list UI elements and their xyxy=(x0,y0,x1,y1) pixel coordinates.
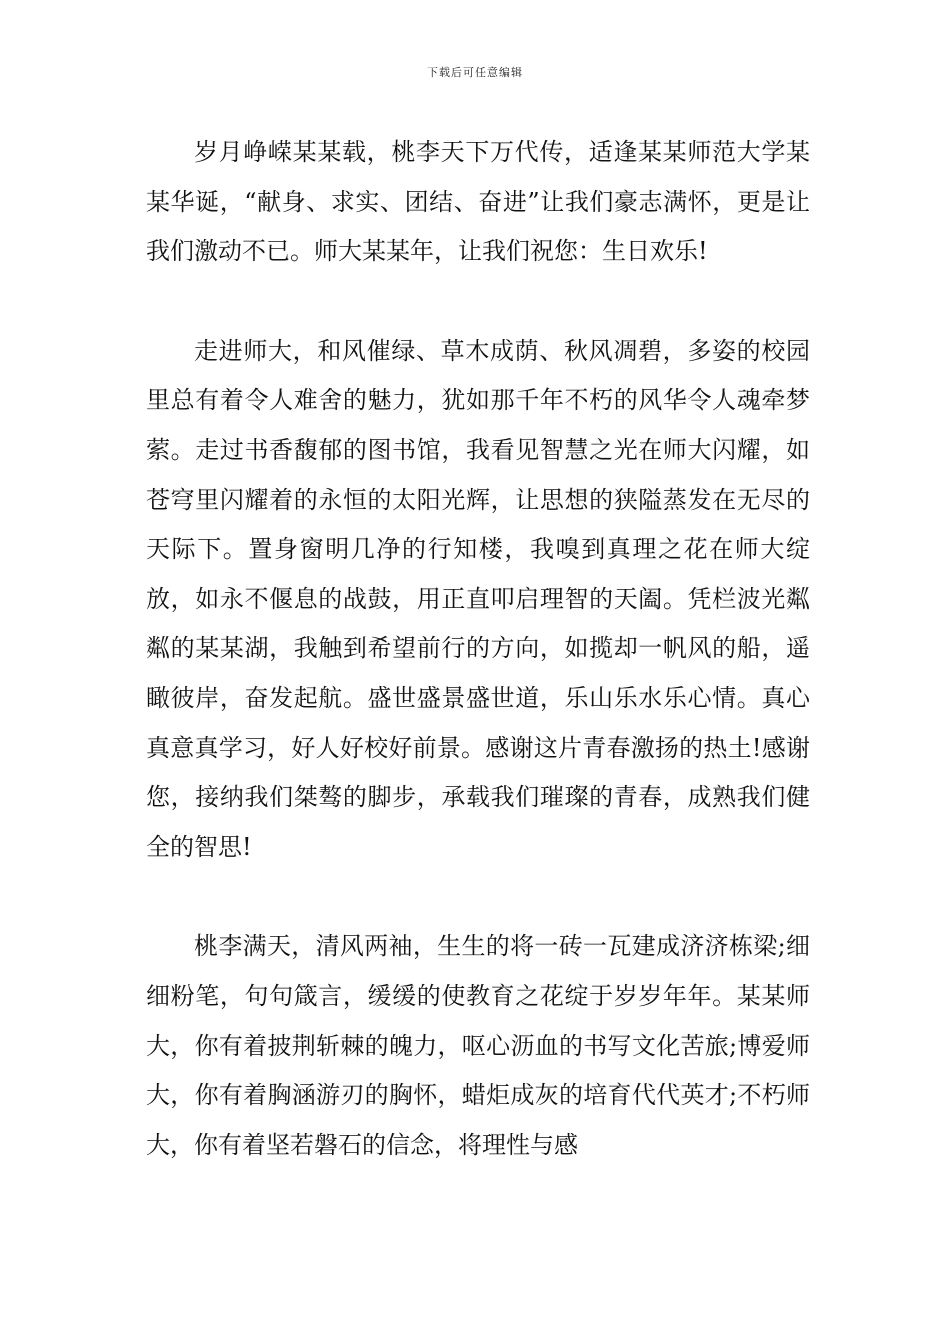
page-header: 下载后可任意编辑 xyxy=(427,66,523,79)
paragraph-1: 岁月峥嵘某某载，桃李天下万代传，适逢某某师范大学某某华诞，“献身、求实、团结、奋进”让我们豪志满怀，更是让我们激动不已。师大某某年，让我们祝您：生日欢乐! xyxy=(146,138,810,266)
paragraph-2: 走进师大，和风催绿、草木成荫、秋风凋碧，多姿的校园里总有着令人难舍的魅力，犹如那千年不朽的风华令人魂牵梦萦。走过书香馥郁的图书馆，我看见智慧之光在师大闪耀，如苍穹里闪耀着的永恒的太阳光辉，让思想的狭隘蒸发在无尽的天际下。置身窗明几净的行知楼，我嗅到真理之花在师大绽放，如永不偃息的战鼓，用正直叩启理智的天阖。凭栏波光粼粼的某某湖，我触到希望前行的方向，如揽却一帆风的船，遥瞰彼岸，奋发起航。盛世盛景盛世道，乐山乐水乐心情。真心真意真学习，好人好校好前景。感谢这片青春激扬的热土!感谢您，接纳我们桀骜的脚步，承载我们璀璨的青春，成熟我们健全的智思! xyxy=(146,336,810,861)
paragraph-3: 桃李满天，清风两袖，生生的将一砖一瓦建成济济栋梁;细细粉笔，句句箴言，缓缓的使教育之花绽于岁岁年年。某某师大，你有着披荆斩棘的魄力，呕心沥血的书写文化苦旅;博爱师大，你有着胸涵游刃的胸怀，蜡炬成灰的培育代代英才;不朽师大，你有着坚若磐石的信念，将理性与感 xyxy=(146,932,810,1159)
document-body xyxy=(146,128,810,1170)
